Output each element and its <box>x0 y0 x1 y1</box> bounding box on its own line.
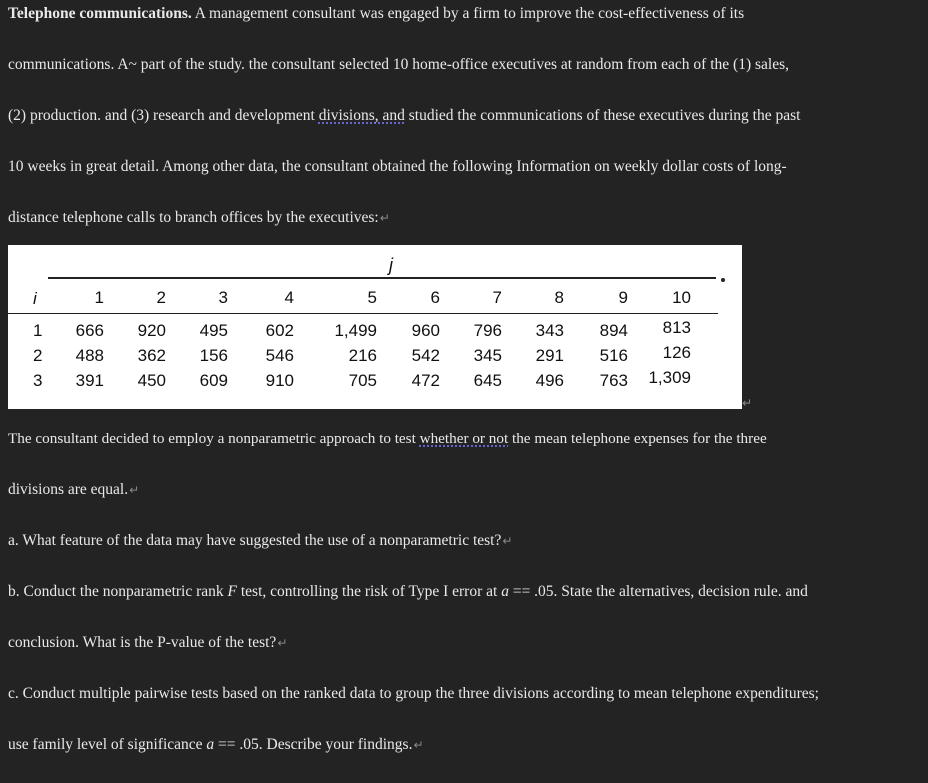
table-col-header: 3 <box>218 288 228 307</box>
question-b-line-1 <box>8 582 808 602</box>
table-cell: 796 <box>473 321 502 340</box>
question-b-a: b. Conduct the nonparametric rank <box>8 583 228 600</box>
table-col-header: 8 <box>554 288 564 307</box>
table-row-index: 1 <box>33 321 43 340</box>
paragraph-mark-icon: ↵ <box>413 738 424 752</box>
table-i-label: i <box>33 289 37 308</box>
question-c-line-1: c. Conduct multiple pairwise tests based on the ranked data to group the three divisions according to mean telephone expenditures; <box>8 685 819 702</box>
table-j-label: j <box>389 255 393 275</box>
question-c-alpha: a <box>206 736 215 753</box>
table-cell: 546 <box>265 346 294 365</box>
table-col-header: 6 <box>430 288 440 307</box>
table-cell: 920 <box>137 321 166 340</box>
table-cell: 495 <box>199 321 228 340</box>
table-cell: 894 <box>599 321 628 340</box>
table-cell: 602 <box>265 321 294 340</box>
table-col-header: 4 <box>284 288 294 307</box>
table-cell: 645 <box>473 371 502 390</box>
table-cell: 516 <box>599 346 628 365</box>
table-cell: 910 <box>265 371 294 390</box>
intro-line-4: 10 weeks in great detail. Among other data, the consultant obtained the following Information on weekly dollar costs of long- <box>8 158 787 175</box>
paragraph-mark-icon: ↵ <box>129 483 140 497</box>
table-cell: 216 <box>348 346 377 365</box>
after-line-1-c: the mean telephone expenses for the three <box>508 430 767 447</box>
after-line-1-a: The consultant decided to employ a nonparametric approach to test <box>8 430 420 447</box>
intro-line-3 <box>8 106 800 126</box>
data-table-image <box>8 245 742 409</box>
intro-line-1 <box>8 4 744 24</box>
table-cell: 542 <box>411 346 440 365</box>
question-b-line-2-text: conclusion. What is the P-value of the test? <box>8 634 277 651</box>
question-b-c: == .05. State the alternatives, decision rule. and <box>508 583 808 600</box>
table-cell: 343 <box>535 321 564 340</box>
paragraph-mark-icon: ↵ <box>379 211 390 225</box>
table-cell: 126 <box>662 343 691 362</box>
table-cell: 813 <box>662 318 691 337</box>
intro-line-3-a: (2) production. and (3) research and development <box>8 107 319 124</box>
question-c-b: == .05. Describe your findings. <box>214 736 413 753</box>
question-a-text: a. What feature of the data may have suggested the use of a nonparametric test? <box>8 532 502 549</box>
table-cell: 1,309 <box>648 368 691 387</box>
intro-line-5 <box>8 208 390 228</box>
table-top-rule <box>48 277 716 279</box>
table-cell: 496 <box>535 371 564 390</box>
table-col-header: 10 <box>672 288 691 307</box>
table-cell: 609 <box>199 371 228 390</box>
problem-title: Telephone communications. <box>8 5 192 22</box>
table-cell: 156 <box>199 346 228 365</box>
table-cell: 960 <box>411 321 440 340</box>
table-cell: 450 <box>137 371 166 390</box>
intro-line-2: communications. A~ part of the study. the consultant selected 10 home-office executives at random from each of the (1) sales, <box>8 56 789 73</box>
intro-line-3-c: studied the communications of these executives during the past <box>404 107 801 124</box>
question-b-b: test, controlling the risk of Type I error at <box>236 583 502 600</box>
question-c-a: use family level of significance <box>8 736 207 753</box>
paragraph-mark-icon: ↵ <box>502 534 513 548</box>
table-cell: 763 <box>599 371 628 390</box>
table-cell: 1,499 <box>334 321 377 340</box>
paragraph-mark-icon: ↵ <box>742 396 753 410</box>
question-a <box>8 531 512 551</box>
after-line-2-text: divisions are equal. <box>8 481 129 498</box>
after-line-2 <box>8 480 139 500</box>
question-b-line-2 <box>8 633 287 653</box>
question-c-line-2 <box>8 735 424 755</box>
table-cell: 488 <box>75 346 104 365</box>
table-col-header: 2 <box>156 288 166 307</box>
table-col-header: 1 <box>94 288 104 307</box>
table-col-header: 7 <box>492 288 502 307</box>
intro-line-5-text: distance telephone calls to branch offices by the executives: <box>8 209 379 226</box>
table-cell: 362 <box>137 346 166 365</box>
question-b-F: F <box>227 583 237 600</box>
table-dot-mark <box>721 278 725 282</box>
table-cell: 666 <box>75 321 104 340</box>
after-line-1-underlined: whether or not <box>419 430 509 447</box>
table-cell: 291 <box>535 346 564 365</box>
table-row-index: 2 <box>33 346 43 365</box>
table-cell: 345 <box>473 346 502 365</box>
table-cell: 472 <box>411 371 440 390</box>
table-cell: 705 <box>348 371 377 390</box>
table-cell: 391 <box>75 371 104 390</box>
paragraph-mark-icon: ↵ <box>277 636 288 650</box>
question-b-alpha: a <box>501 583 509 600</box>
after-line-1 <box>8 429 767 449</box>
table-col-header: 5 <box>367 288 377 307</box>
table-row-index: 3 <box>33 371 43 390</box>
intro-line-1-text: A management consultant was engaged by a firm to improve the cost-effectiveness of its <box>191 5 745 22</box>
intro-line-3-underlined: divisions, and <box>318 107 405 124</box>
table-header-rule <box>8 313 718 314</box>
table-col-header: 9 <box>618 288 628 307</box>
